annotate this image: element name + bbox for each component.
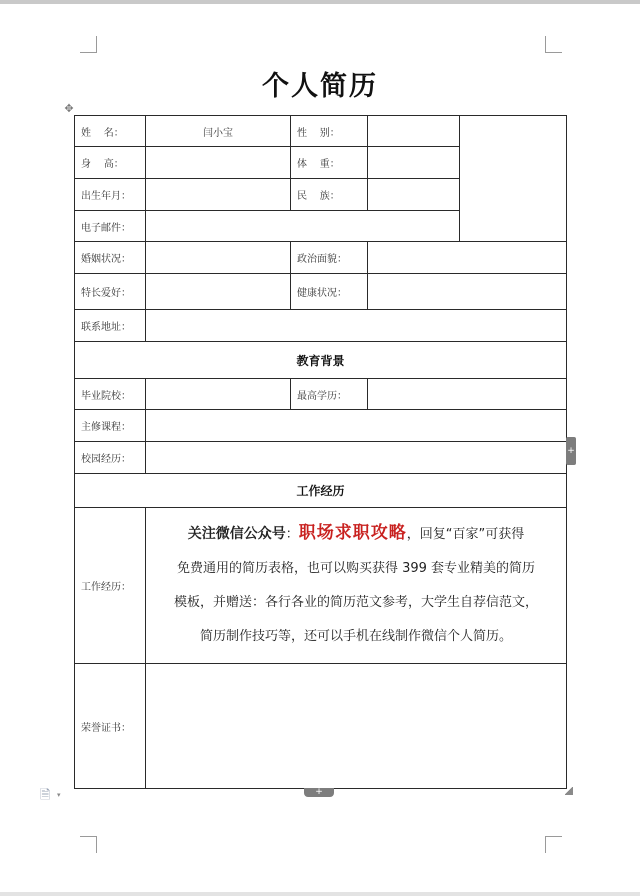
campus-value[interactable] [145,441,567,474]
height-value[interactable] [145,146,291,179]
honor-label: 荣誉证书： [74,663,146,789]
education-heading: 教育背景 [74,341,567,379]
crop-mark-bottom-left [80,836,97,853]
promo-colon: ： [285,527,299,542]
honor-value[interactable] [145,663,567,789]
add-row-button[interactable]: + [304,788,334,797]
work-label: 工作经历： [74,507,146,664]
work-content [146,516,566,654]
paste-options-caret-icon[interactable]: ▾ [57,791,61,799]
political-value[interactable] [367,241,567,274]
courses-label: 主修课程： [74,409,146,442]
degree-value[interactable] [367,378,567,410]
hobby-label: 特长爱好： [74,273,146,310]
school-value[interactable] [145,378,291,410]
ethnicity-value[interactable] [367,178,460,211]
work-line-2: 免费通用的简历表格，也可以购买获得 399 套专业精美的简历 [176,561,536,576]
promo-highlight: 职场求职攻略 [298,523,407,543]
work-line-1 [146,516,566,552]
add-column-button[interactable]: + [566,437,576,465]
gender-value[interactable] [367,115,460,147]
degree-label: 最高学历： [290,378,368,410]
health-label: 健康状况： [290,273,368,310]
campus-label: 校园经历： [74,441,146,474]
school-label: 毕业院校： [74,378,146,410]
crop-mark-top-right [545,36,562,53]
promo-lead: 关注微信公众号 [187,526,286,542]
height-label: 身 高： [74,146,146,179]
hobby-value[interactable] [145,273,291,310]
crop-mark-bottom-right [545,836,562,853]
paste-options-icon[interactable]: 🗎 [40,788,51,803]
marital-value[interactable] [145,241,291,274]
birth-value[interactable] [145,178,291,211]
name-label: 姓 名： [74,115,146,147]
work-heading: 工作经历 [74,473,567,508]
health-value[interactable] [367,273,567,310]
page-title: 个人简历 [262,71,378,102]
address-label: 联系地址： [74,309,146,342]
ethnicity-label: 民 族： [290,178,368,211]
work-line-3: 模板，并赠送：各行各业的简历范文参考，大学生自荐信范文， [173,595,538,610]
crop-mark-top-left [80,36,97,53]
marital-label: 婚姻状况： [74,241,146,274]
address-value[interactable] [145,309,567,342]
photo-cell[interactable] [459,115,567,242]
table-move-handle-icon[interactable]: ✥ [64,102,74,115]
table-resize-handle[interactable] [565,787,573,795]
courses-value[interactable] [145,409,567,442]
political-label: 政治面貌： [290,241,368,274]
weight-label: 体 重： [290,146,368,179]
email-value[interactable] [145,210,460,242]
promo-line1-tail: ，回复“百家”可获得 [406,527,525,542]
birth-label: 出生年月： [74,178,146,211]
window-bottom-bar [0,892,640,896]
name-value[interactable]: 闫小宝 [145,115,291,147]
window-top-bar [0,0,640,4]
work-line-4: 简历制作技巧等，还可以手机在线制作微信个人简历。 [199,629,512,644]
gender-label: 性 别： [290,115,368,147]
weight-value[interactable] [367,146,460,179]
email-label: 电子邮件： [74,210,146,242]
